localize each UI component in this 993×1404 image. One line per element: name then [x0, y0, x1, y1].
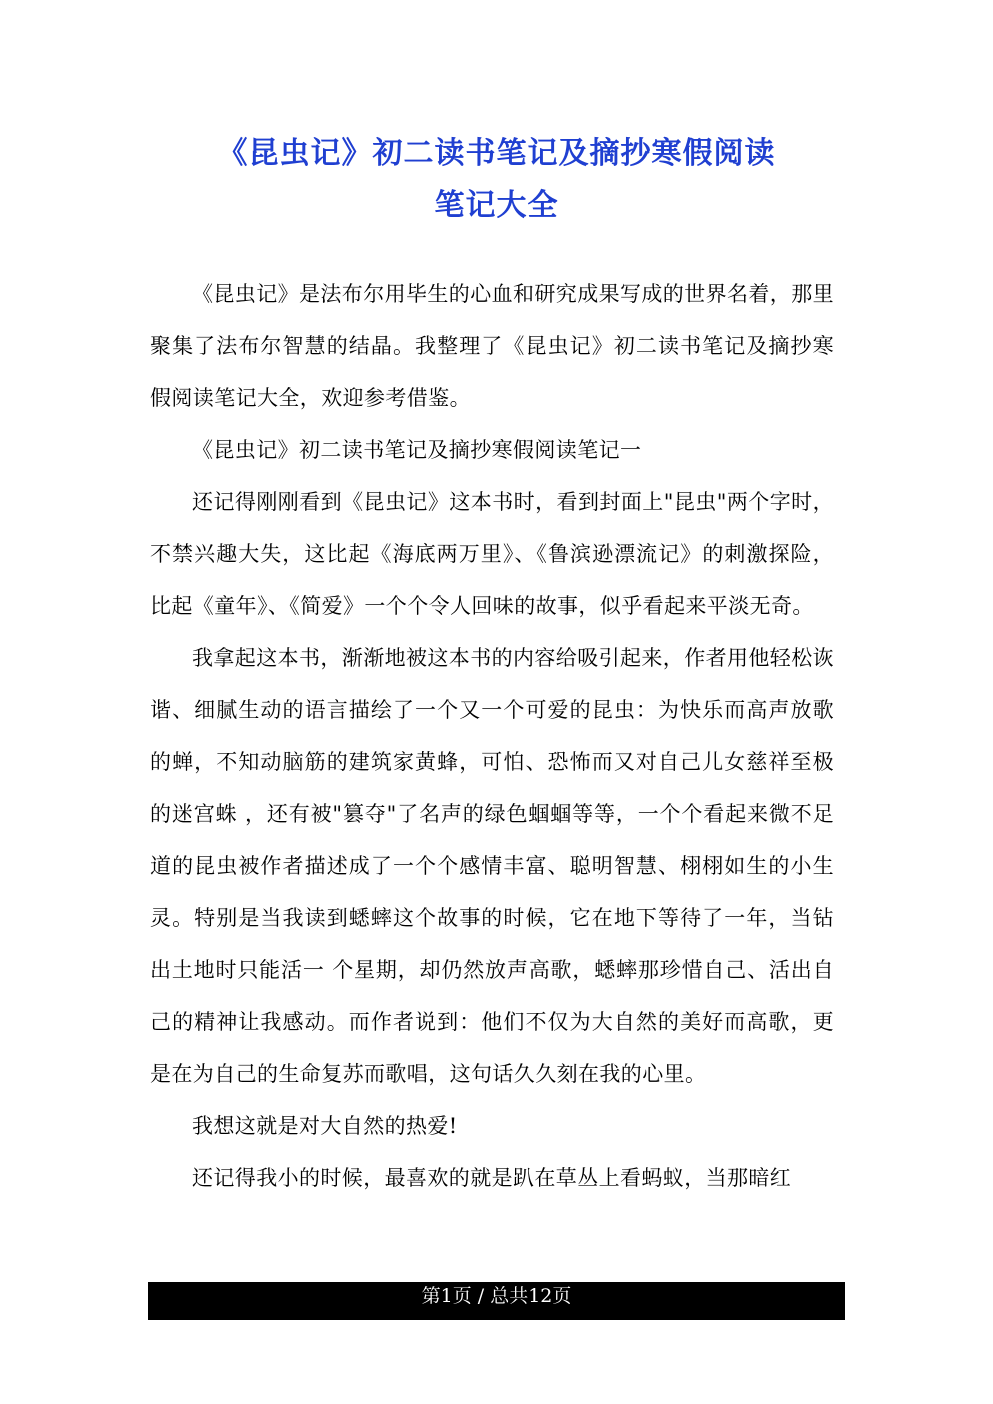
page-footer-bar	[148, 1282, 845, 1320]
intro-paragraph: 《昆虫记》是法布尔用毕生的心血和研究成果写成的世界名着，那里聚集了法布尔智慧的结晶。我整理了《昆虫记》初二读书笔记及摘抄寒假阅读笔记大全，欢迎参考借鉴。	[150, 282, 834, 410]
document-body	[150, 268, 834, 1204]
body-paragraph-1: 还记得刚刚看到《昆虫记》这本书时，看到封面上"昆虫"两个字时，不禁兴趣大失，这比起《海底两万里》、《鲁滨逊漂流记》的刺激探险，比起《童年》、《简爱》一个个令人回味的故事，似乎看起来平淡无奇。	[150, 490, 834, 618]
page-number: 第1页 / 总共12页	[421, 1285, 572, 1307]
body-paragraph-3: 我想这就是对大自然的热爱!	[192, 1114, 458, 1138]
body-paragraph-4: 还记得我小的时候，最喜欢的就是趴在草丛上看蚂蚁，当那暗红	[192, 1166, 792, 1190]
body-paragraph-2: 我拿起这本书，渐渐地被这本书的内容给吸引起来，作者用他轻松诙谐、细腻生动的语言描绘了一个又一个可爱的昆虫：为快乐而高声放歌的蝉，不知动脑筋的建筑家黄蜂，可怕、恐怖而又对自己儿女慈祥至极的迷宫蛛 ，还有被"篡夺"了名声的绿色蝈蝈等等，一个个看起来微不足道的昆虫被作者描述成了一个个感情丰富、聪明智慧、栩栩如生的小生灵。特别是当我读到蟋蟀这个故事的时候，它在地下等待了一年，当钻出土地时只能活一 个星期，却仍然放声高歌，蟋蟀那珍惜自己、活出自己的精神让我感动。而作者说到：他们不仅为大自然的美好而高歌，更是在为自己的生命复苏而歌唱，这句话久久刻在我的心里。	[150, 646, 834, 1086]
document-title-line-1: 《昆虫记》初二读书笔记及摘抄寒假阅读	[217, 136, 776, 171]
section-heading: 《昆虫记》初二读书笔记及摘抄寒假阅读笔记一	[192, 438, 642, 462]
document-title-line-2: 笔记大全	[434, 188, 559, 223]
